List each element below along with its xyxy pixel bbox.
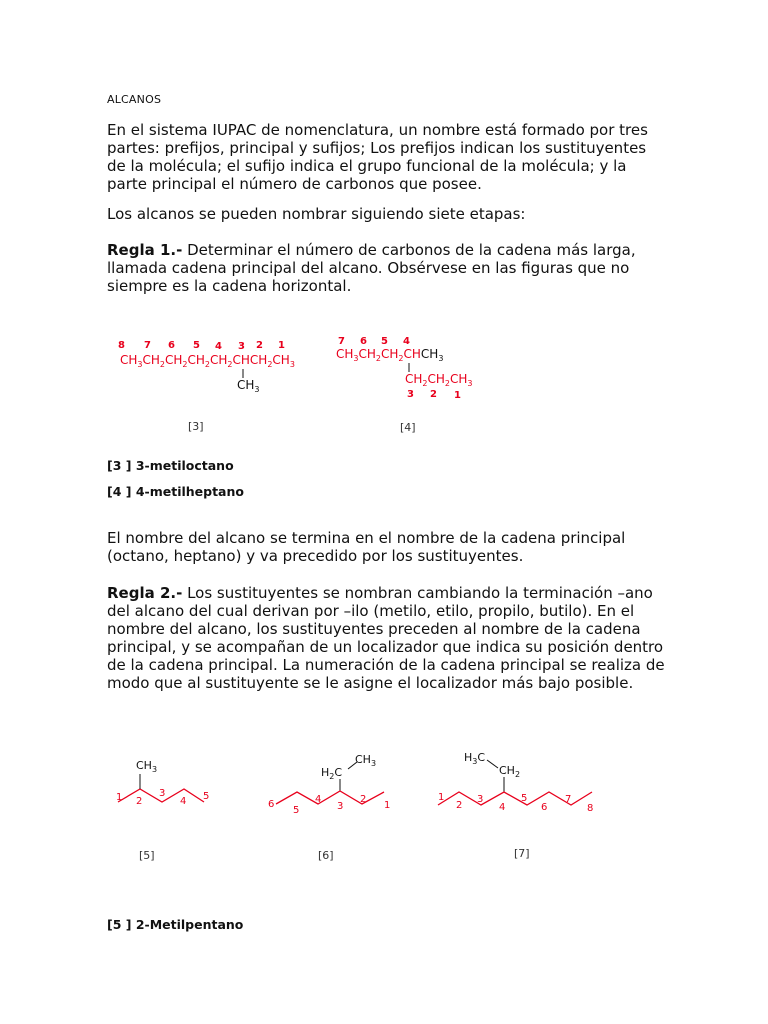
steps-paragraph: Los alcanos se pueden nombrar siguiendo siete etapas:	[107, 205, 526, 223]
fig4-number: 7	[338, 336, 345, 347]
fig6-group2: $H_2C$	[321, 766, 343, 781]
figure-3-methyloctane	[115, 335, 310, 435]
fig5-number: 5	[203, 791, 210, 802]
caption-3: [3 ] 3-metiloctano	[107, 458, 234, 473]
fig5-number: 3	[159, 788, 166, 799]
fig6-number: 3	[337, 801, 344, 812]
fig6-chain	[276, 791, 384, 804]
figure-5-methylpentane	[110, 752, 220, 867]
fig7-bond	[487, 760, 498, 768]
fig7-number: 3	[477, 794, 484, 805]
fig7-label: [7]	[514, 847, 530, 860]
fig7-number: 8	[587, 803, 594, 814]
fig7-number: 4	[499, 802, 506, 813]
page-heading: ALCANOS	[107, 93, 162, 106]
fig3-number: 3	[238, 341, 245, 352]
fig3-number: 2	[256, 340, 263, 351]
fig3-number: 1	[278, 340, 285, 351]
name-paragraph: El nombre del alcano se termina en el nombre de la cadena principal (octano, heptano) y va precedido por los sustituyentes.	[107, 529, 626, 565]
fig5-number: 1	[116, 792, 123, 803]
rule2-label: Regla 2.-	[107, 584, 183, 602]
fig4-label: [4]	[400, 421, 416, 434]
fig6-number: 6	[268, 799, 275, 810]
fig5-number: 4	[180, 796, 187, 807]
fig3-branch: $CH_3$	[237, 378, 260, 394]
fig6-number: 2	[360, 794, 367, 805]
fig7-number: 7	[565, 794, 572, 805]
fig4-number: 1	[454, 390, 461, 401]
caption-4: [4 ] 4-metilheptano	[107, 484, 244, 499]
rule1-label: Regla 1.-	[107, 241, 183, 259]
fig3-number: 6	[168, 340, 175, 351]
rule2-text: Los sustituyentes se nombran cambiando la terminación –ano del alcano del cual derivan por –ilo (metilo, etilo, propilo, butilo). En el nombre del alcano, los sustituyentes preceden al nombre de la cadena principal, y se acompañan de un localizador que indica su posición dentro de la cadena principal. La numeración de la cadena principal se realiza de modo que al sustituyente se le asigne el localizador más bajo posible.	[107, 584, 665, 692]
fig6-label: [6]	[318, 849, 334, 862]
fig4-branch: $CH_2CH_2CH_3$	[405, 372, 473, 388]
fig6-number: 5	[293, 805, 300, 816]
fig5-number: 2	[136, 796, 143, 807]
fig7-number: 5	[521, 793, 528, 804]
figure-6-ethylhexane	[262, 747, 397, 867]
rule1-text: Determinar el número de carbonos de la cadena más larga, llamada cadena principal del alcano. Obsérvese en las figuras que no siempre es la cadena horizontal.	[107, 241, 636, 295]
fig3-formula: $CH_3CH_2CH_2CH_2CH_2CHCH_2CH_3$	[120, 353, 295, 369]
fig3-label: [3]	[188, 420, 204, 433]
fig4-number: 4	[403, 336, 410, 347]
fig6-number: 4	[315, 794, 322, 805]
fig5-group: $CH_3$	[136, 759, 158, 774]
fig7-group1: $H_3C$	[464, 751, 486, 766]
figure-7-ethyloctane	[432, 745, 604, 865]
fig7-number: 6	[541, 802, 548, 813]
fig4-formula: $CH_3CH_2CH_2CHCH_3$	[336, 347, 444, 363]
fig4-number: 5	[381, 336, 388, 347]
fig3-number: 4	[215, 341, 222, 352]
fig3-number: 7	[144, 340, 151, 351]
fig4-number: 3	[407, 389, 414, 400]
caption-5: [5 ] 2-Metilpentano	[107, 917, 244, 932]
rule2-paragraph	[107, 584, 667, 692]
fig4-number: 6	[360, 336, 367, 347]
fig6-group1: $CH_3$	[355, 753, 377, 768]
fig3-number: 5	[193, 340, 200, 351]
intro-paragraph: En el sistema IUPAC de nomenclatura, un nombre está formado por tres partes: prefijos, principal y sufijos; Los prefijos indican los sustituyentes de la molécula; el sufijo indica el grupo funcional de la molécula; y la parte principal el número de carbonos que posee.	[107, 121, 648, 193]
fig7-group2: $CH_2$	[499, 764, 521, 779]
fig7-number: 2	[456, 800, 463, 811]
fig7-number: 1	[438, 792, 445, 803]
figure-4-methylheptane	[333, 333, 493, 435]
fig5-label: [5]	[139, 849, 155, 862]
fig4-number: 2	[430, 389, 437, 400]
fig6-number: 1	[384, 800, 391, 811]
rule1-paragraph	[107, 241, 667, 295]
fig3-number: 8	[118, 340, 125, 351]
